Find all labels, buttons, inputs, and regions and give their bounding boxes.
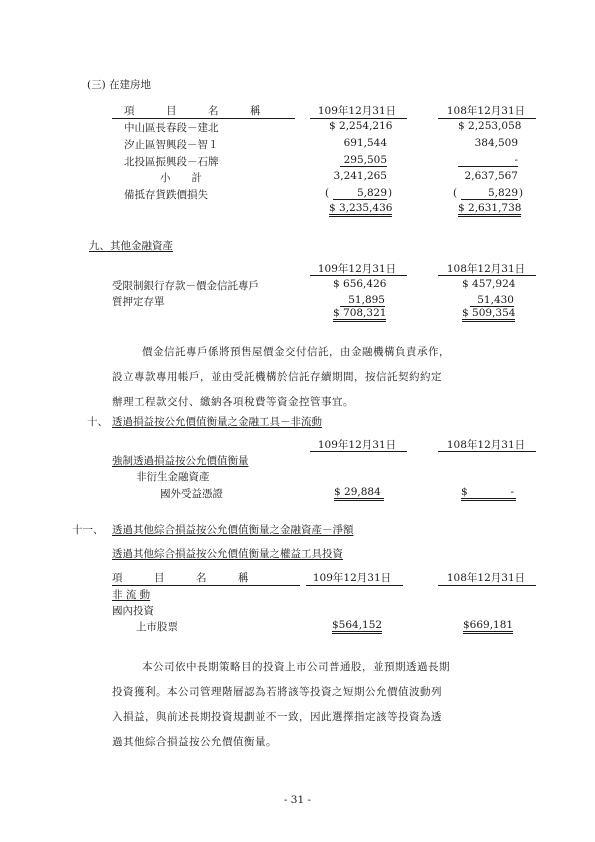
subheading: 強制透過損益按公允價值衡量 bbox=[112, 455, 249, 467]
column-header-2019: 108年12月31日 bbox=[446, 263, 526, 275]
column-header-2019: 108年12月31日 bbox=[446, 105, 526, 117]
row-label: 汐止區智興段－智１ bbox=[124, 139, 219, 151]
row-label: 質押定存單 bbox=[112, 296, 165, 308]
subheading: 國內投資 bbox=[112, 605, 154, 617]
paragraph-line: 本公司依中長期策略目的投資上市公司普通股，並預期透過長期 bbox=[142, 661, 450, 673]
paragraph-line: 入損益，與前述長期投資規劃並不一致，因此選擇指定該等投資為透 bbox=[112, 711, 442, 723]
cell-2020: $564,152 bbox=[332, 619, 382, 634]
paren-close: ) bbox=[388, 187, 393, 199]
row-label: 北投區振興段－石牌 bbox=[124, 156, 219, 168]
section-title: (三) 在建房地 bbox=[87, 79, 152, 91]
paren-close: ) bbox=[519, 187, 524, 199]
section-number: 十一、 bbox=[72, 524, 104, 536]
page-number: - 31 - bbox=[283, 794, 312, 806]
section-title: 透過損益按公允價值衡量之金融工具－非流動 bbox=[112, 416, 322, 428]
currency-symbol: $ bbox=[461, 486, 468, 498]
cell-2019: 384,509 bbox=[474, 137, 518, 149]
paren-open: ( bbox=[453, 187, 458, 199]
column-header-2020: 109年12月31日 bbox=[317, 263, 397, 275]
row-label: 國外受益憑證 bbox=[160, 488, 223, 500]
paren-open: ( bbox=[325, 187, 330, 199]
column-header-2020: 109年12月31日 bbox=[317, 105, 397, 117]
section-number: 十、 bbox=[87, 416, 108, 428]
cell-2019: $ 457,924 bbox=[462, 278, 516, 290]
cell-2019: 5,829 bbox=[461, 187, 518, 200]
cell-2020: 3,241,265 bbox=[333, 170, 387, 182]
total-2019: $ 2,631,738 bbox=[458, 202, 521, 217]
column-header-2019: 108年12月31日 bbox=[446, 439, 526, 451]
cell-2020: 295,505 bbox=[340, 154, 387, 167]
row-label: 備抵存貨跌價損失 bbox=[124, 189, 208, 201]
paragraph-line: 投資獲利。本公司管理階層認為若將該等投資之短期公允價值波動列 bbox=[112, 686, 442, 698]
subheading: 非衍生金融資產 bbox=[136, 471, 210, 483]
note-paragraph bbox=[112, 655, 542, 755]
paragraph-line: 辦理工程款交付、繳納各項稅費等資金控管事宜。 bbox=[112, 396, 354, 408]
cell-2019: 2,637,567 bbox=[464, 170, 518, 182]
cell-2020: $ 656,426 bbox=[333, 278, 387, 290]
cell-2019: $669,181 bbox=[463, 619, 513, 634]
paragraph-line: 設立專款專用帳戶，並由受託機構於信託存續期間，按信託契約約定 bbox=[112, 371, 442, 383]
total-2020: $ 708,321 bbox=[333, 307, 386, 322]
cell-2020: 5,829 bbox=[333, 187, 387, 200]
paragraph-line: 價金信託專戶係將預售屋價金交付信託，由金融機構負責承作， bbox=[142, 346, 450, 358]
column-header-2019: 108年12月31日 bbox=[446, 572, 526, 584]
cell-2019 bbox=[461, 486, 516, 501]
cell-2019: - bbox=[458, 154, 518, 167]
section-title: 九、其他金融資產 bbox=[89, 240, 173, 252]
row-label: 受限制銀行存款－價金信託專戶 bbox=[112, 280, 259, 292]
row-label: 上市股票 bbox=[136, 621, 178, 633]
row-label-subtotal: 小 計 bbox=[160, 172, 202, 184]
total-2019: $ 509,354 bbox=[462, 307, 515, 322]
section-subtitle: 透過其他綜合損益按公允價值衡量之權益工具投資 bbox=[112, 548, 343, 560]
row-label: 中山區長春段－建北 bbox=[124, 122, 219, 134]
column-header-2020: 109年12月31日 bbox=[312, 572, 392, 584]
cell-2020: 51,895 bbox=[340, 294, 385, 307]
cell-2019: 51,430 bbox=[470, 294, 514, 307]
dash-value: - bbox=[510, 486, 514, 498]
note-paragraph bbox=[112, 340, 542, 415]
cell-2020: 691,544 bbox=[343, 137, 387, 149]
cell-2019: $ 2,253,058 bbox=[458, 120, 522, 132]
column-header-2020: 109年12月31日 bbox=[317, 439, 397, 451]
cell-2020: $ 2,254,216 bbox=[329, 120, 393, 132]
column-header-item: 項 目 名 稱 bbox=[124, 105, 261, 117]
column-header-item: 項 目 名 稱 bbox=[112, 572, 249, 584]
total-2020: $ 3,235,436 bbox=[329, 202, 392, 217]
paragraph-line: 過其他綜合損益按公允價值衡量。 bbox=[112, 736, 277, 748]
group-label: 非 流 動 bbox=[112, 589, 151, 601]
section-title: 透過其他綜合損益按公允價值衡量之金融資產－淨額 bbox=[112, 524, 354, 536]
cell-2020: $ 29,884 bbox=[334, 486, 384, 501]
